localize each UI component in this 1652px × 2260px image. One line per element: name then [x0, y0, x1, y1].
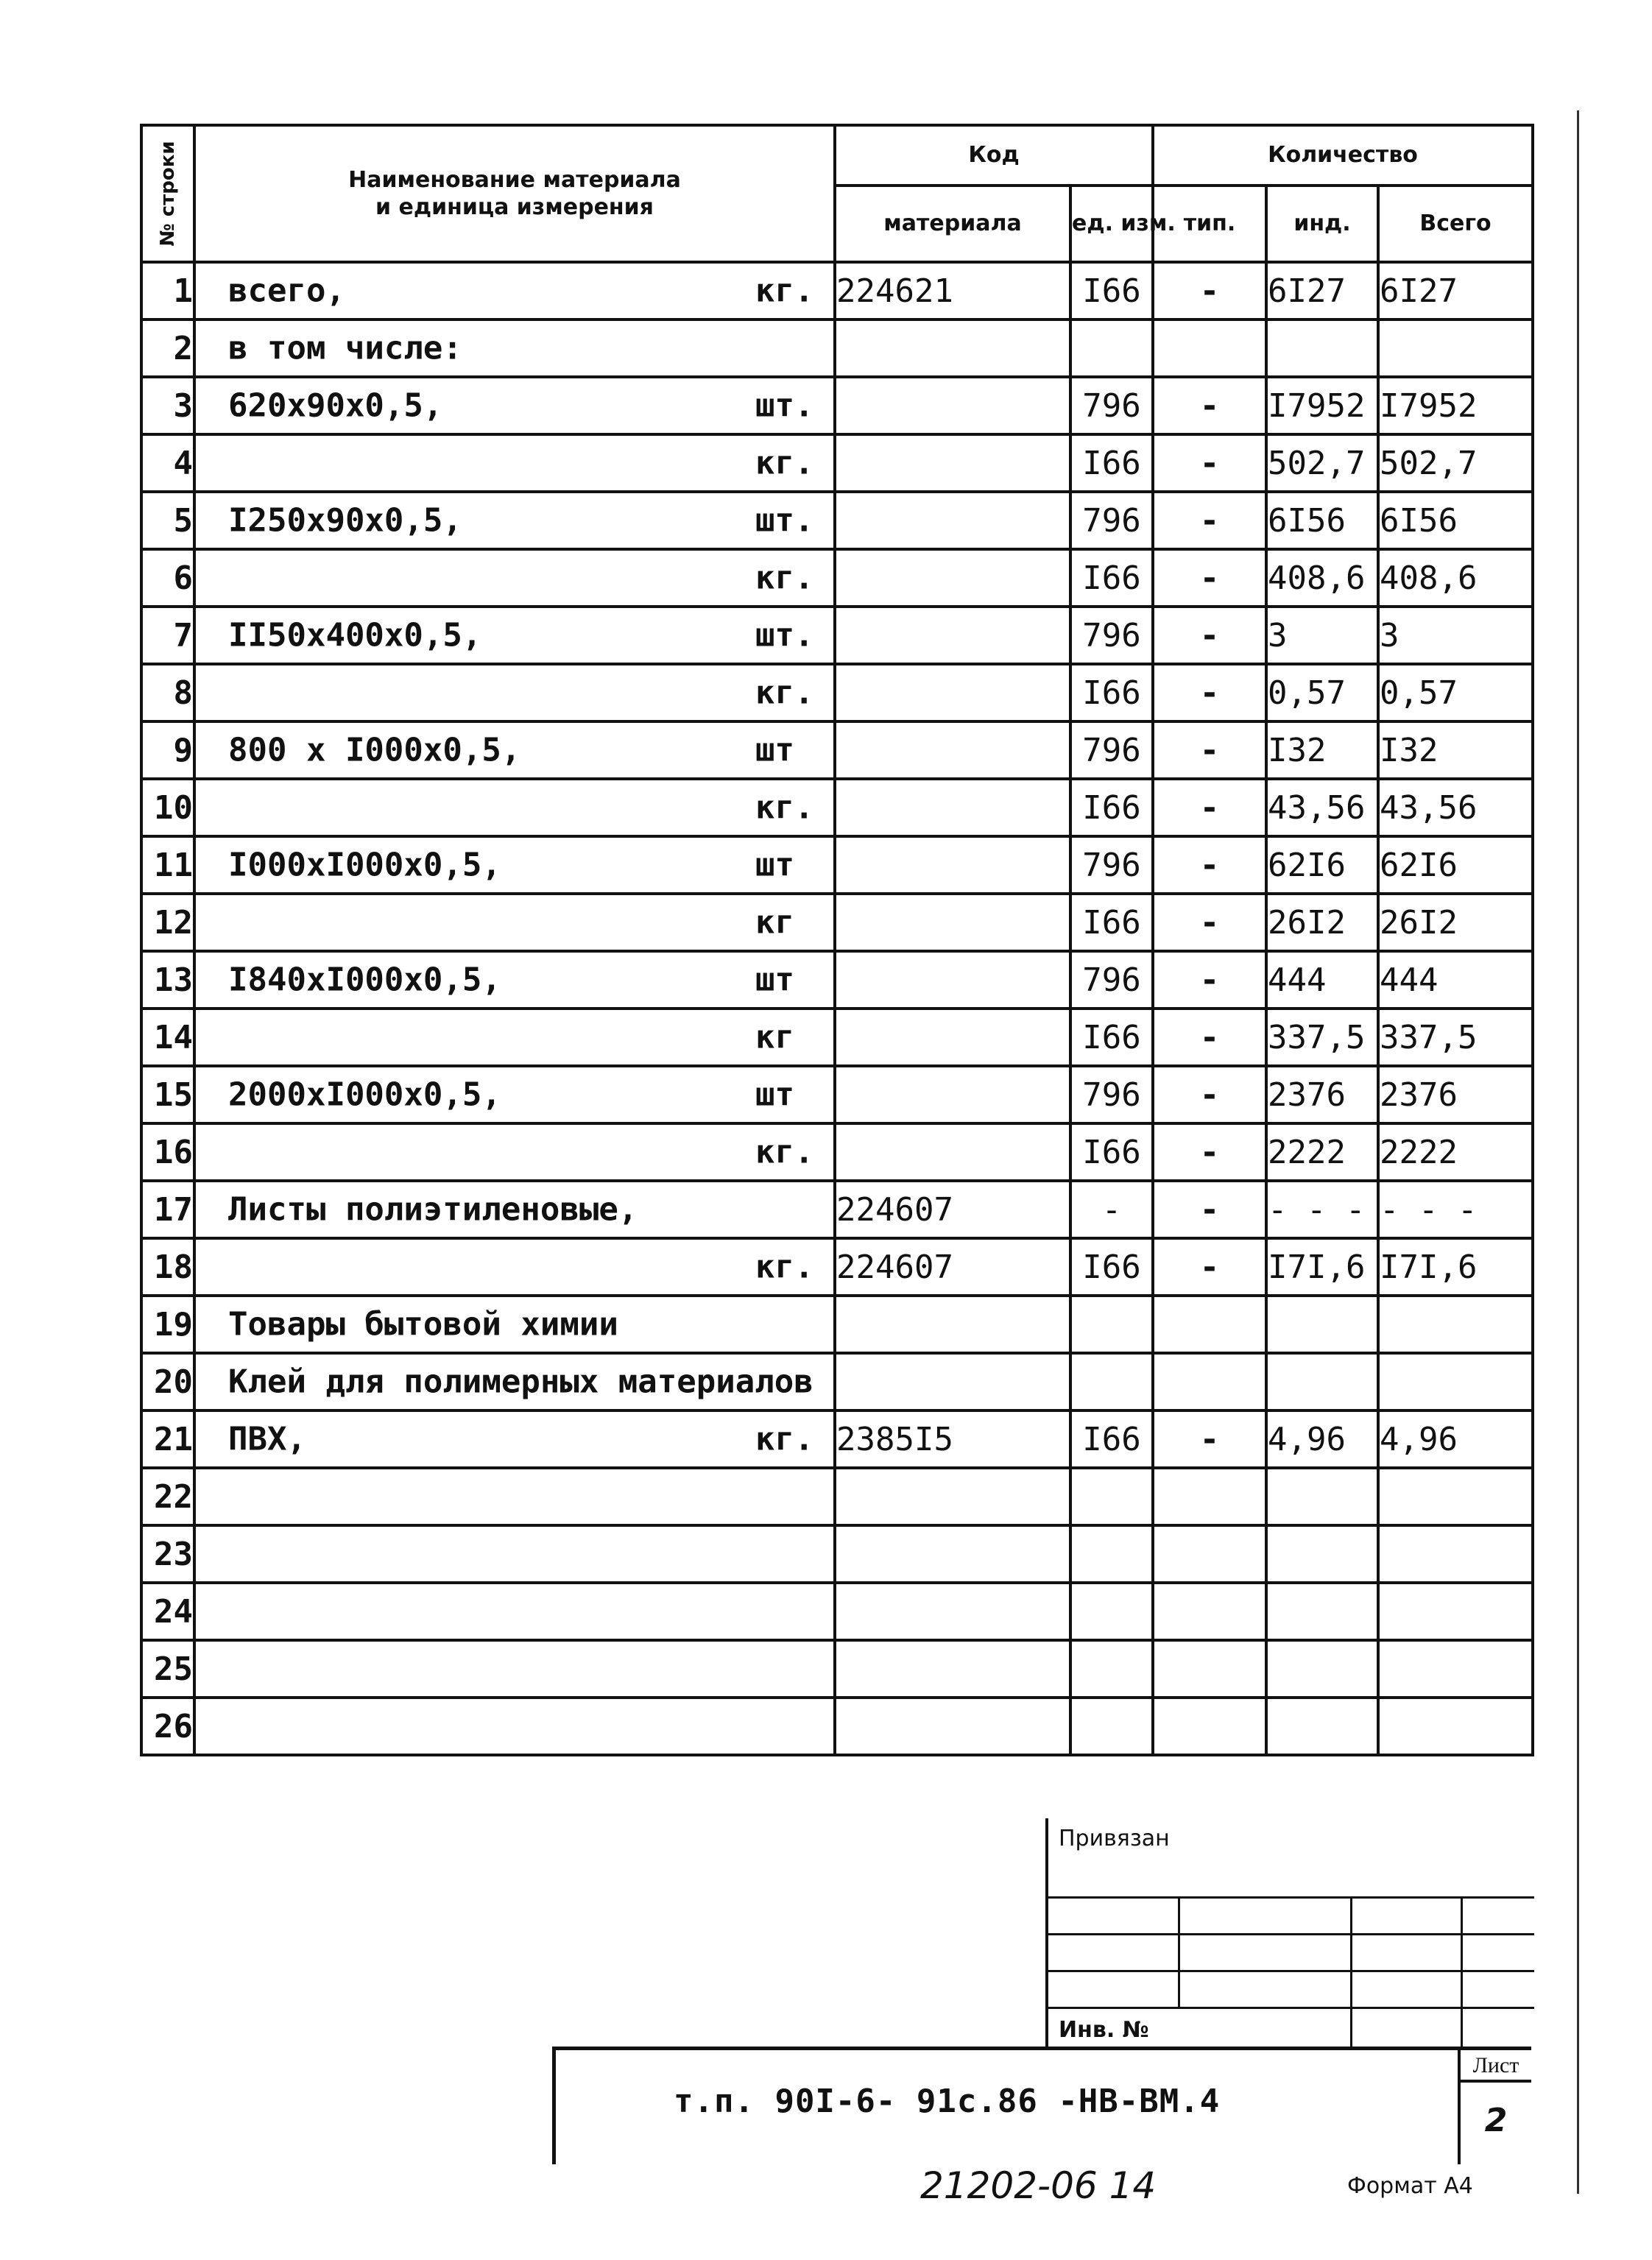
row-number: 23 — [141, 1525, 194, 1583]
material-code — [835, 1296, 1070, 1353]
ind-quantity — [1266, 1640, 1378, 1698]
typ-quantity — [1153, 1353, 1266, 1410]
ind-quantity — [1266, 1525, 1378, 1583]
total-quantity — [1378, 319, 1533, 377]
unit-code — [1070, 1698, 1153, 1755]
material-name-cell — [194, 779, 835, 836]
ind-quantity — [1266, 319, 1378, 377]
table-row — [141, 549, 1533, 607]
unit-code — [1070, 319, 1153, 377]
unit-name: шт — [755, 731, 794, 769]
typ-quantity — [1153, 1468, 1266, 1525]
material-name-cell — [194, 1410, 835, 1468]
ind-quantity: 43,56 — [1266, 779, 1378, 836]
typ-quantity: - — [1153, 1066, 1266, 1123]
material-name-cell — [194, 1525, 835, 1583]
typ-quantity — [1153, 1698, 1266, 1755]
ind-quantity: 3 — [1266, 607, 1378, 664]
unit-code: 796 — [1070, 492, 1153, 549]
material-name-cell — [194, 951, 835, 1009]
ind-quantity: 6I27 — [1266, 262, 1378, 319]
total-quantity: 62I6 — [1378, 836, 1533, 894]
ind-quantity: - - - — [1266, 1181, 1378, 1238]
table-row — [141, 1583, 1533, 1640]
material-name-cell — [194, 492, 835, 549]
material-name-cell — [194, 664, 835, 721]
material-code — [835, 319, 1070, 377]
total-quantity: 444 — [1378, 951, 1533, 1009]
table-row — [141, 1640, 1533, 1698]
row-number: 5 — [141, 492, 194, 549]
material-name-cell — [194, 1296, 835, 1353]
table-row — [141, 1353, 1533, 1410]
row-number: 1 — [141, 262, 194, 319]
row-number: 12 — [141, 894, 194, 951]
binding-box — [1045, 1818, 1534, 2047]
total-quantity: 6I56 — [1378, 492, 1533, 549]
unit-code — [1070, 1468, 1153, 1525]
typ-quantity — [1153, 1296, 1266, 1353]
unit-name: кг. — [755, 444, 814, 482]
typ-quantity — [1153, 1640, 1266, 1698]
ind-quantity: 0,57 — [1266, 664, 1378, 721]
unit-code — [1070, 1525, 1153, 1583]
unit-name: кг. — [755, 788, 814, 827]
typ-quantity: - — [1153, 1238, 1266, 1296]
material-name: I250x90x0,5, — [228, 501, 462, 540]
material-name-cell — [194, 319, 835, 377]
material-name: 800 x I000x0,5, — [228, 731, 521, 769]
material-code — [835, 1525, 1070, 1583]
table-row — [141, 1009, 1533, 1066]
table-row — [141, 836, 1533, 894]
material-name: II50x400x0,5, — [228, 616, 482, 654]
material-code: 2385I5 — [835, 1410, 1070, 1468]
ind-quantity: 408,6 — [1266, 549, 1378, 607]
total-quantity — [1378, 1640, 1533, 1698]
table-row — [141, 492, 1533, 549]
total-quantity: I7I,6 — [1378, 1238, 1533, 1296]
unit-name: шт. — [755, 386, 814, 425]
unit-code: I66 — [1070, 262, 1153, 319]
material-code-header: материала — [835, 186, 1070, 262]
table-row — [141, 262, 1533, 319]
materials-table — [140, 124, 1534, 1756]
table-row — [141, 721, 1533, 779]
row-number: 18 — [141, 1238, 194, 1296]
unit-name: шт — [755, 961, 794, 999]
typ-quantity: - — [1153, 1009, 1266, 1066]
unit-code — [1070, 1583, 1153, 1640]
unit-name: кг. — [755, 1248, 814, 1286]
unit-code: I66 — [1070, 1009, 1153, 1066]
table-row — [141, 1525, 1533, 1583]
typ-qty-header: тип. — [1153, 186, 1266, 262]
table-row — [141, 434, 1533, 492]
quantity-header: Количество — [1153, 125, 1533, 186]
table-row — [141, 607, 1533, 664]
unit-code — [1070, 1353, 1153, 1410]
total-quantity: 6I27 — [1378, 262, 1533, 319]
material-code — [835, 434, 1070, 492]
material-name-cell — [194, 721, 835, 779]
ind-qty-header: инд. — [1266, 186, 1378, 262]
ind-quantity: 6I56 — [1266, 492, 1378, 549]
row-number: 15 — [141, 1066, 194, 1123]
material-name-cell — [194, 1353, 835, 1410]
row-number: 7 — [141, 607, 194, 664]
material-name-cell — [194, 1238, 835, 1296]
ind-quantity: 2222 — [1266, 1123, 1378, 1181]
table-row — [141, 319, 1533, 377]
row-number-header: № строки — [141, 125, 194, 262]
material-name-cell — [194, 1066, 835, 1123]
typ-quantity — [1153, 319, 1266, 377]
row-number: 19 — [141, 1296, 194, 1353]
ind-quantity: I7I,6 — [1266, 1238, 1378, 1296]
typ-quantity: - — [1153, 951, 1266, 1009]
total-quantity: 502,7 — [1378, 434, 1533, 492]
material-code — [835, 1640, 1070, 1698]
material-code: 224621 — [835, 262, 1070, 319]
unit-code: I66 — [1070, 434, 1153, 492]
ind-quantity — [1266, 1583, 1378, 1640]
material-name: в том числе: — [228, 329, 462, 367]
typ-quantity: - — [1153, 894, 1266, 951]
total-quantity: 26I2 — [1378, 894, 1533, 951]
material-code — [835, 1468, 1070, 1525]
code-header: Код — [835, 125, 1153, 186]
unit-name: шт — [755, 846, 794, 884]
sheet-box — [1458, 2050, 1531, 2164]
total-quantity: 2222 — [1378, 1123, 1533, 1181]
material-code — [835, 1583, 1070, 1640]
ind-quantity: I7952 — [1266, 377, 1378, 434]
unit-code: I66 — [1070, 1410, 1153, 1468]
total-quantity: I32 — [1378, 721, 1533, 779]
typ-quantity: - — [1153, 607, 1266, 664]
typ-quantity: - — [1153, 377, 1266, 434]
typ-quantity: - — [1153, 1181, 1266, 1238]
unit-name: кг. — [755, 559, 814, 597]
unit-name: шт. — [755, 501, 814, 540]
row-number: 9 — [141, 721, 194, 779]
unit-code: 796 — [1070, 607, 1153, 664]
document-stamp — [552, 2047, 1531, 2164]
row-number: 10 — [141, 779, 194, 836]
material-code — [835, 779, 1070, 836]
material-name: Клей для полимерных материалов — [228, 1363, 813, 1401]
typ-quantity: - — [1153, 1123, 1266, 1181]
table-row — [141, 1181, 1533, 1238]
total-quantity — [1378, 1353, 1533, 1410]
ind-quantity: 337,5 — [1266, 1009, 1378, 1066]
row-number: 16 — [141, 1123, 194, 1181]
unit-name: шт. — [755, 616, 814, 654]
title-block — [140, 1818, 1531, 2164]
unit-code: I66 — [1070, 664, 1153, 721]
row-number: 13 — [141, 951, 194, 1009]
material-name-cell — [194, 1123, 835, 1181]
material-name-cell — [194, 1640, 835, 1698]
row-number: 17 — [141, 1181, 194, 1238]
total-qty-header: Всего — [1378, 186, 1533, 262]
total-quantity: 2376 — [1378, 1066, 1533, 1123]
typ-quantity: - — [1153, 492, 1266, 549]
unit-name: кг. — [755, 1133, 814, 1171]
total-quantity: 3 — [1378, 607, 1533, 664]
material-code — [835, 549, 1070, 607]
total-quantity — [1378, 1525, 1533, 1583]
row-number: 6 — [141, 549, 194, 607]
total-quantity: 4,96 — [1378, 1410, 1533, 1468]
total-quantity: I7952 — [1378, 377, 1533, 434]
inventory-number: 21202-06 14 — [920, 2164, 1157, 2207]
typ-quantity: - — [1153, 1410, 1266, 1468]
material-name: ПВХ, — [228, 1420, 306, 1458]
typ-quantity: - — [1153, 549, 1266, 607]
table-row — [141, 1238, 1533, 1296]
total-quantity — [1378, 1468, 1533, 1525]
unit-name: шт — [755, 1076, 794, 1114]
table-row — [141, 894, 1533, 951]
row-number: 25 — [141, 1640, 194, 1698]
ind-quantity: 2376 — [1266, 1066, 1378, 1123]
material-code — [835, 836, 1070, 894]
document-code: т.п. 90I-6- 91с.86 -НВ-ВМ.4 — [674, 2083, 1221, 2120]
unit-code: 796 — [1070, 951, 1153, 1009]
total-quantity — [1378, 1296, 1533, 1353]
sheet-label: Лист — [1461, 2053, 1531, 2083]
ind-quantity: 26I2 — [1266, 894, 1378, 951]
material-name: Листы полиэтиленовые, — [228, 1190, 638, 1229]
material-code — [835, 894, 1070, 951]
ind-quantity — [1266, 1698, 1378, 1755]
material-name-cell — [194, 1468, 835, 1525]
table-row — [141, 1066, 1533, 1123]
unit-name: кг. — [755, 674, 814, 712]
total-quantity: - - - — [1378, 1181, 1533, 1238]
material-name-cell — [194, 1583, 835, 1640]
ind-quantity: 4,96 — [1266, 1410, 1378, 1468]
total-quantity: 408,6 — [1378, 549, 1533, 607]
material-code: 224607 — [835, 1181, 1070, 1238]
typ-quantity: - — [1153, 434, 1266, 492]
unit-name: кг — [755, 903, 794, 942]
table-row — [141, 779, 1533, 836]
table-row — [141, 377, 1533, 434]
row-number: 24 — [141, 1583, 194, 1640]
unit-code: I66 — [1070, 1238, 1153, 1296]
material-name-header: Наименование материала и единица измерения — [194, 125, 835, 262]
table-row — [141, 951, 1533, 1009]
typ-quantity: - — [1153, 836, 1266, 894]
typ-quantity: - — [1153, 262, 1266, 319]
ind-quantity: 502,7 — [1266, 434, 1378, 492]
typ-quantity: - — [1153, 779, 1266, 836]
material-name: I840xI000x0,5, — [228, 961, 501, 999]
row-number: 2 — [141, 319, 194, 377]
row-number: 8 — [141, 664, 194, 721]
material-name: 2000xI000x0,5, — [228, 1076, 501, 1114]
format-label: Формат А4 — [1347, 2173, 1473, 2199]
table-row — [141, 664, 1533, 721]
unit-code — [1070, 1640, 1153, 1698]
ind-quantity: I32 — [1266, 721, 1378, 779]
total-quantity — [1378, 1698, 1533, 1755]
row-number: 3 — [141, 377, 194, 434]
typ-quantity: - — [1153, 721, 1266, 779]
total-quantity: 0,57 — [1378, 664, 1533, 721]
inv-label: Инв. № — [1059, 2017, 1149, 2043]
material-code — [835, 721, 1070, 779]
material-name-cell — [194, 434, 835, 492]
material-code — [835, 607, 1070, 664]
unit-code: 796 — [1070, 377, 1153, 434]
table-row — [141, 1410, 1533, 1468]
ind-quantity — [1266, 1353, 1378, 1410]
ind-quantity — [1266, 1296, 1378, 1353]
ind-quantity — [1266, 1468, 1378, 1525]
unit-name: кг. — [755, 1420, 814, 1458]
material-name-cell — [194, 607, 835, 664]
material-name: Товары бытовой химии — [228, 1305, 618, 1343]
material-code — [835, 664, 1070, 721]
row-number: 20 — [141, 1353, 194, 1410]
row-number: 22 — [141, 1468, 194, 1525]
ind-quantity: 444 — [1266, 951, 1378, 1009]
unit-code: 796 — [1070, 836, 1153, 894]
unit-code-header: ед. изм. — [1070, 186, 1153, 262]
total-quantity: 337,5 — [1378, 1009, 1533, 1066]
material-name: 620x90x0,5, — [228, 386, 443, 425]
bound-label: Привязан — [1059, 1826, 1170, 1851]
material-name-cell — [194, 262, 835, 319]
table-row — [141, 1698, 1533, 1755]
material-code: 224607 — [835, 1238, 1070, 1296]
typ-quantity: - — [1153, 664, 1266, 721]
table-row — [141, 1123, 1533, 1181]
typ-quantity — [1153, 1525, 1266, 1583]
material-name: I000xI000x0,5, — [228, 846, 501, 884]
sheet-number: 2 — [1484, 2102, 1508, 2139]
material-code — [835, 951, 1070, 1009]
unit-name: кг — [755, 1018, 794, 1056]
material-name-cell — [194, 549, 835, 607]
unit-code: I66 — [1070, 779, 1153, 836]
unit-code: I66 — [1070, 549, 1153, 607]
page-edge-line — [1577, 110, 1579, 2194]
material-name: всего, — [228, 272, 345, 310]
row-number: 4 — [141, 434, 194, 492]
row-number: 11 — [141, 836, 194, 894]
material-code — [835, 1009, 1070, 1066]
unit-code: - — [1070, 1181, 1153, 1238]
material-code — [835, 1123, 1070, 1181]
material-code — [835, 492, 1070, 549]
unit-name: кг. — [755, 272, 814, 310]
typ-quantity — [1153, 1583, 1266, 1640]
unit-code: I66 — [1070, 1123, 1153, 1181]
material-code — [835, 1353, 1070, 1410]
material-code — [835, 377, 1070, 434]
row-number: 26 — [141, 1698, 194, 1755]
material-name-cell — [194, 1698, 835, 1755]
material-name-cell — [194, 836, 835, 894]
table-row — [141, 1296, 1533, 1353]
unit-code: 796 — [1070, 1066, 1153, 1123]
unit-code: I66 — [1070, 894, 1153, 951]
total-quantity: 43,56 — [1378, 779, 1533, 836]
unit-code — [1070, 1296, 1153, 1353]
material-name-cell — [194, 1009, 835, 1066]
total-quantity — [1378, 1583, 1533, 1640]
material-name-cell — [194, 377, 835, 434]
table-row — [141, 1468, 1533, 1525]
unit-code: 796 — [1070, 721, 1153, 779]
row-number: 21 — [141, 1410, 194, 1468]
material-name-cell — [194, 1181, 835, 1238]
row-number: 14 — [141, 1009, 194, 1066]
material-code — [835, 1066, 1070, 1123]
material-code — [835, 1698, 1070, 1755]
ind-quantity: 62I6 — [1266, 836, 1378, 894]
material-name-cell — [194, 894, 835, 951]
